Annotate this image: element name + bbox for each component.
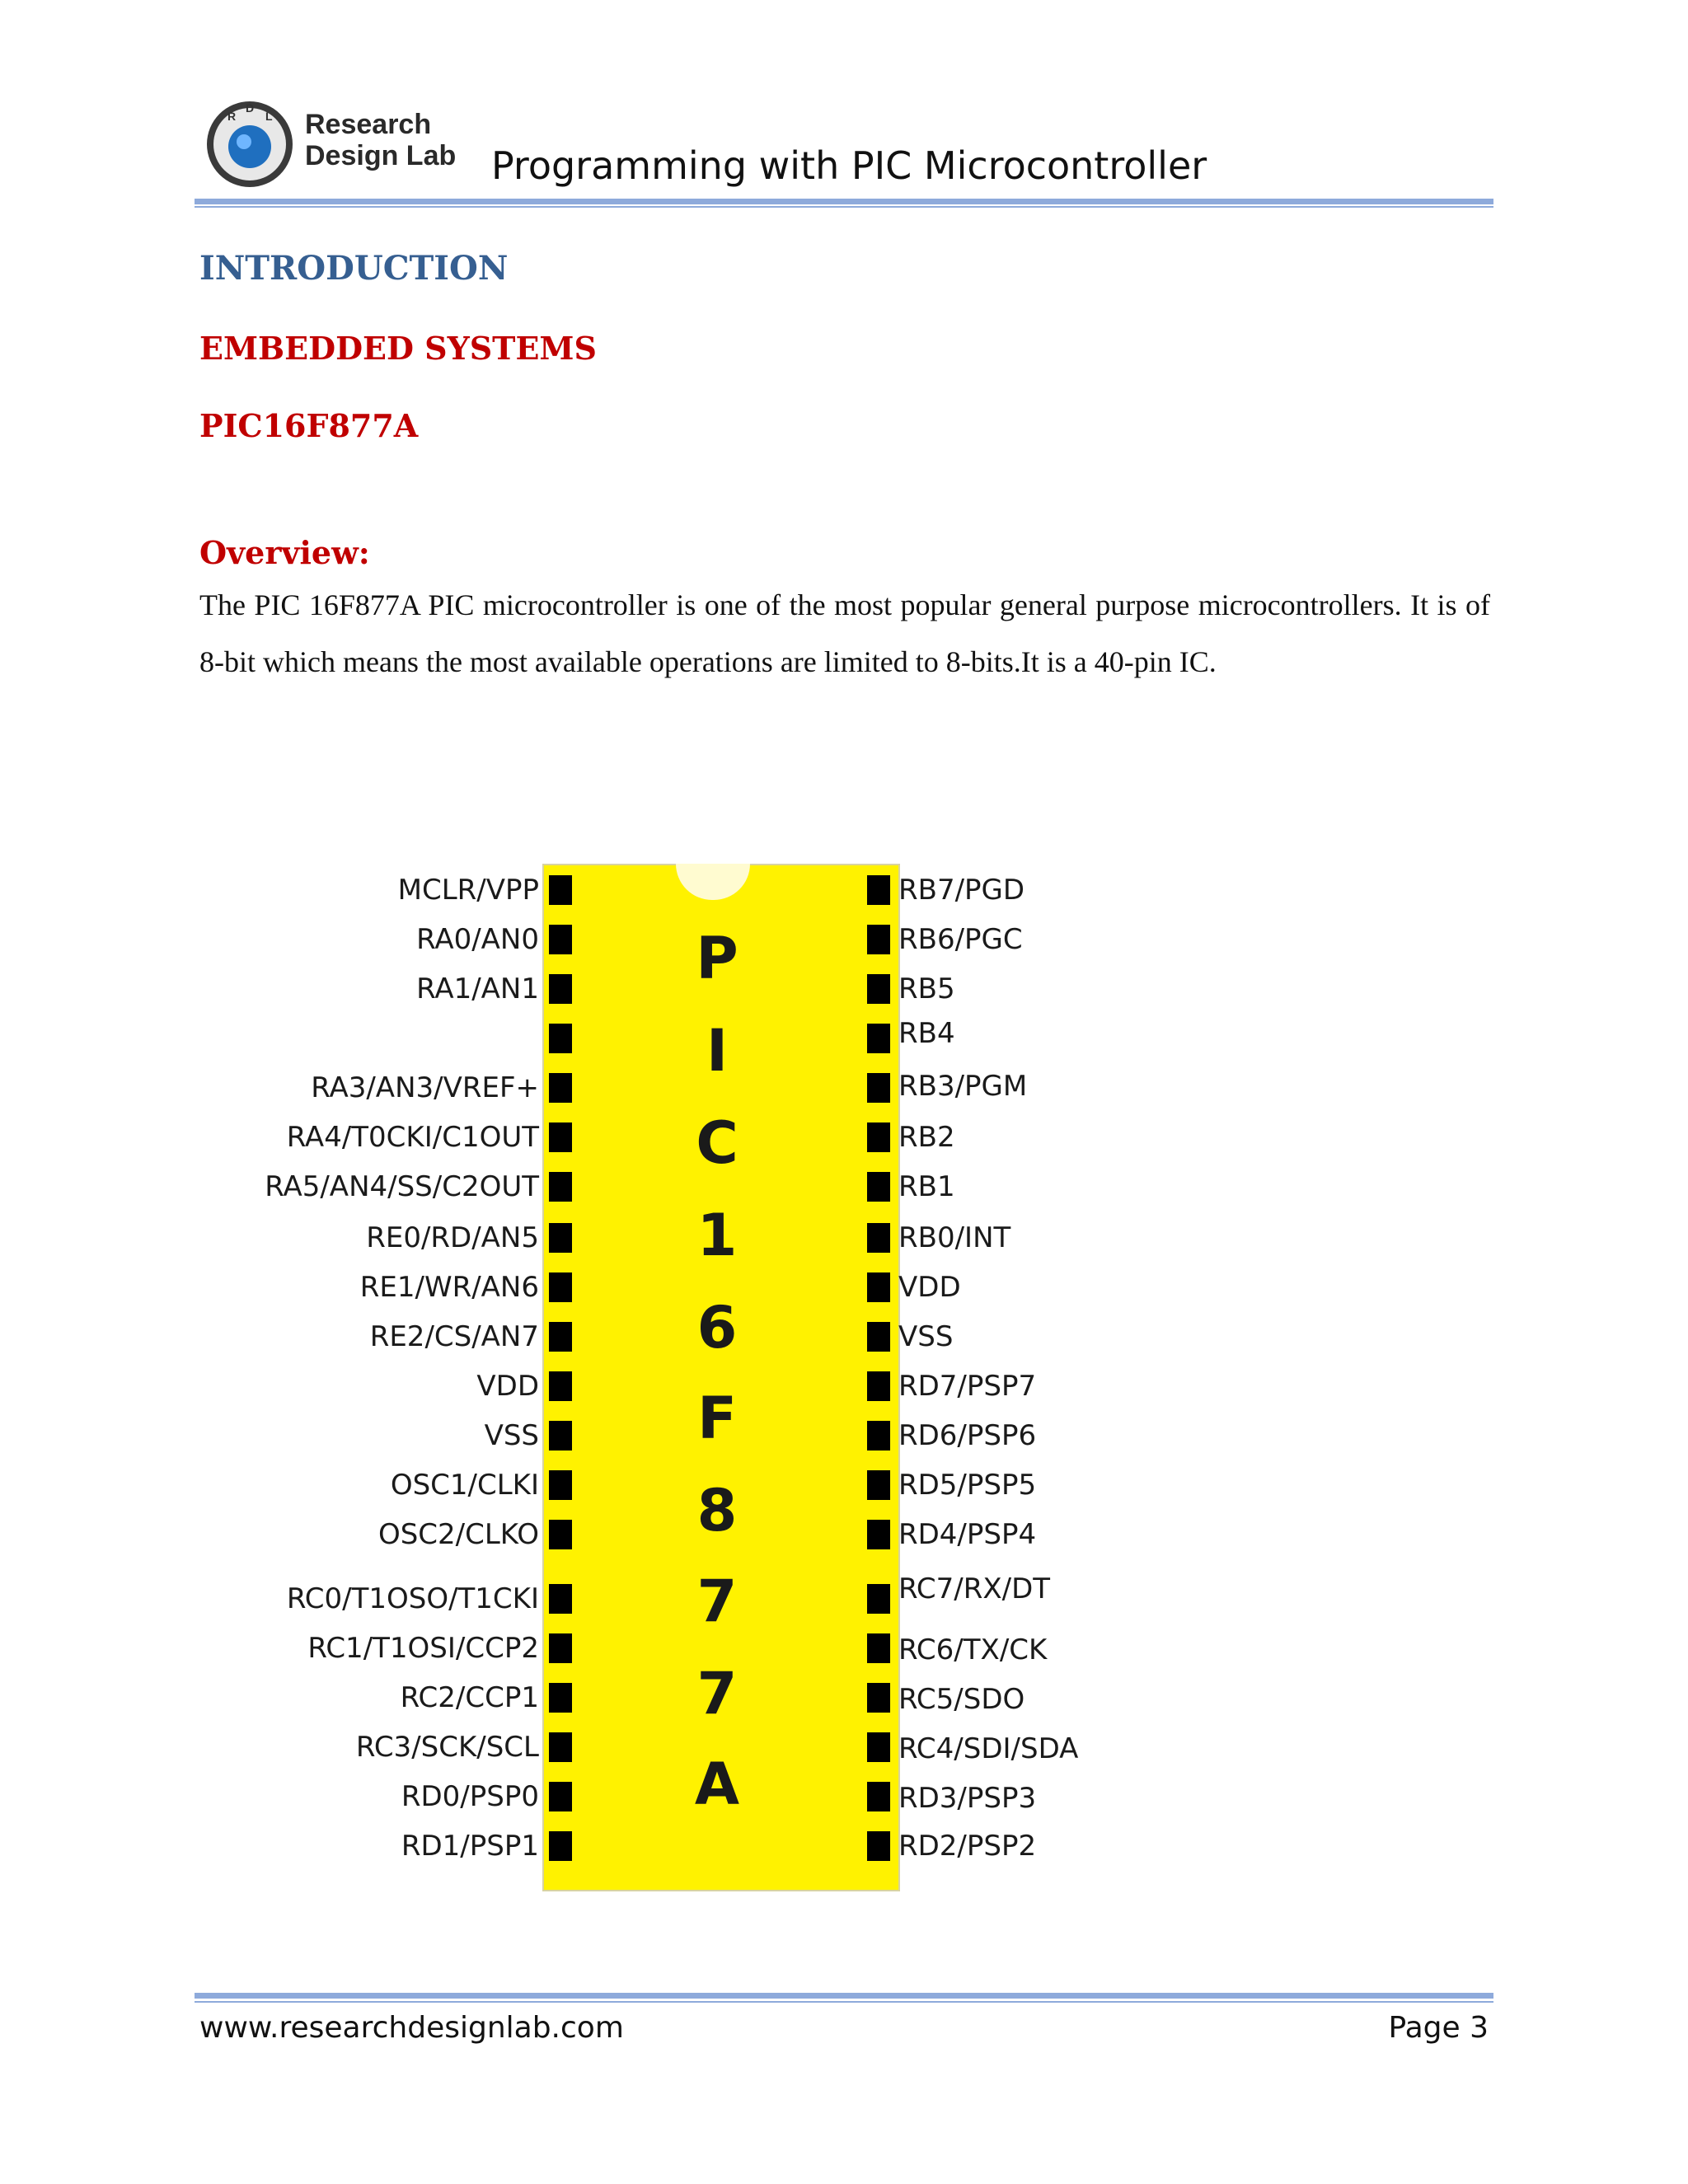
left-pin (549, 1024, 572, 1053)
left-pin-label: VDD (476, 1370, 539, 1403)
right-pin-label: RC4/SDI/SDA (898, 1732, 1079, 1765)
left-pin (549, 1371, 572, 1401)
right-pin (867, 1371, 890, 1401)
right-pin (867, 1633, 890, 1663)
heading-embedded-systems: EMBEDDED SYSTEMS (199, 330, 597, 367)
brand-name (305, 109, 456, 171)
right-pin-label: RC6/TX/CK (898, 1633, 1048, 1666)
left-pin (549, 1732, 572, 1762)
right-pin-label: RD4/PSP4 (898, 1518, 1037, 1551)
chip-label-letter: C (696, 1109, 738, 1177)
right-pin (867, 1520, 890, 1549)
chip-label-letter: 1 (696, 1202, 738, 1269)
left-pin-label: RA4/T0CKI/C1OUT (286, 1121, 539, 1154)
left-pin (549, 875, 572, 905)
header-divider (195, 199, 1493, 204)
right-pin-label: RB2 (898, 1121, 955, 1154)
right-pin (867, 974, 890, 1004)
rdl-logo (204, 99, 295, 190)
right-pin-label: RD6/PSP6 (898, 1419, 1037, 1452)
right-pin (867, 875, 890, 905)
left-pin (549, 1322, 572, 1352)
left-pin-label: RA1/AN1 (416, 972, 539, 1005)
left-pin (549, 1172, 572, 1202)
left-pin (549, 1520, 572, 1549)
left-pin-label: RE1/WR/AN6 (359, 1271, 539, 1304)
logo-letter-d: D (246, 101, 255, 115)
right-pin (867, 1024, 890, 1053)
right-pin (867, 1470, 890, 1500)
right-pin-label: RC5/SDO (898, 1683, 1025, 1716)
right-pin (867, 1683, 890, 1713)
footer-divider-thin (195, 2001, 1493, 2003)
right-pin (867, 1322, 890, 1352)
right-pin-label: VSS (898, 1320, 954, 1353)
right-pin-label: RD7/PSP7 (898, 1370, 1037, 1403)
chip-label-letter: 6 (696, 1294, 738, 1361)
page-number: Page 3 (1388, 2011, 1489, 2045)
chip-label-letter: A (694, 1750, 740, 1818)
right-pin (867, 925, 890, 954)
header-divider-thin (195, 206, 1493, 208)
left-pin-label: RD0/PSP0 (401, 1780, 539, 1813)
overview-paragraph: The PIC 16F877A PIC microcontroller is one of the most popular general purpose microcontrollers. It is of 8-bit which means the most available operations are limited to 8-bits.It is a 40-pin IC. (199, 588, 1490, 678)
brand-line-2: Design Lab (305, 140, 457, 171)
right-pin-label: RD5/PSP5 (898, 1469, 1037, 1502)
right-pin-label: RD3/PSP3 (898, 1782, 1037, 1815)
left-pin-label: RC2/CCP1 (400, 1681, 539, 1714)
right-pin (867, 1223, 890, 1253)
chip-label-letter: 7 (696, 1568, 738, 1635)
heading-chip-name: PIC16F877A (199, 407, 419, 444)
left-pin-label: RE2/CS/AN7 (369, 1320, 539, 1353)
left-pin (549, 1122, 572, 1152)
left-pin-label: RC3/SCK/SCL (355, 1731, 539, 1764)
chip-label-letter: 7 (696, 1660, 738, 1727)
left-pin-label: VSS (484, 1419, 539, 1452)
chip-label-letter: I (706, 1017, 729, 1085)
document-title: Programming with PIC Microcontroller (491, 143, 1207, 188)
right-pin-label: RC7/RX/DT (898, 1572, 1051, 1605)
left-pin-label: RA3/AN3/VREF+ (311, 1071, 539, 1104)
right-pin-label: RB7/PGD (898, 874, 1025, 907)
left-pin-label: OSC2/CLKO (377, 1518, 539, 1551)
left-pin (549, 1470, 572, 1500)
brand-line-1: Research (305, 109, 432, 140)
logo-letter-r: R (227, 110, 237, 123)
left-pin-label: RD1/PSP1 (401, 1830, 539, 1863)
left-pin-label: RE0/RD/AN5 (366, 1221, 539, 1254)
right-pin (867, 1272, 890, 1302)
left-pin (549, 1831, 572, 1861)
left-pin-label: RC0/T1OSO/T1CKI (286, 1582, 539, 1615)
right-pin-label: RB3/PGM (898, 1070, 1028, 1103)
chip-label-letter: 8 (696, 1477, 738, 1544)
right-pin-label: RB1 (898, 1170, 955, 1203)
chip-label-letter: F (697, 1385, 737, 1452)
right-pin (867, 1831, 890, 1861)
footer-url: www.researchdesignlab.com (199, 2011, 624, 2045)
right-pin-label: RB5 (898, 972, 955, 1005)
right-pin (867, 1782, 890, 1811)
right-pin-label: RB4 (898, 1017, 955, 1050)
right-pin (867, 1732, 890, 1762)
heading-introduction: INTRODUCTION (199, 249, 509, 288)
right-pin (867, 1073, 890, 1103)
right-pin (867, 1122, 890, 1152)
left-pin (549, 974, 572, 1004)
left-pin-label: RA5/AN4/SS/C2OUT (265, 1170, 539, 1203)
right-pin (867, 1584, 890, 1614)
left-pin (549, 1272, 572, 1302)
right-pin-label: RB0/INT (898, 1221, 1011, 1254)
left-pin-label: OSC1/CLKI (390, 1469, 539, 1502)
right-pin-label: RD2/PSP2 (898, 1830, 1037, 1863)
right-pin-label: RB6/PGC (898, 923, 1023, 956)
left-pin (549, 1683, 572, 1713)
right-pin-label: VDD (898, 1271, 961, 1304)
left-pin-label: RC1/T1OSI/CCP2 (307, 1632, 539, 1665)
left-pin (549, 1421, 572, 1451)
footer-divider (195, 1993, 1493, 1999)
logo-letter-l: L (265, 110, 273, 123)
heading-overview: Overview: (199, 534, 370, 571)
left-pin (549, 925, 572, 954)
left-pin-label: MCLR/VPP (397, 874, 539, 907)
chip-label-letter: P (696, 925, 738, 992)
left-pin (549, 1633, 572, 1663)
right-pin (867, 1172, 890, 1202)
left-pin (549, 1223, 572, 1253)
left-pin (549, 1073, 572, 1103)
left-pin (549, 1584, 572, 1614)
left-pin-label: RA0/AN0 (416, 923, 539, 956)
left-pin (549, 1782, 572, 1811)
right-pin (867, 1421, 890, 1451)
